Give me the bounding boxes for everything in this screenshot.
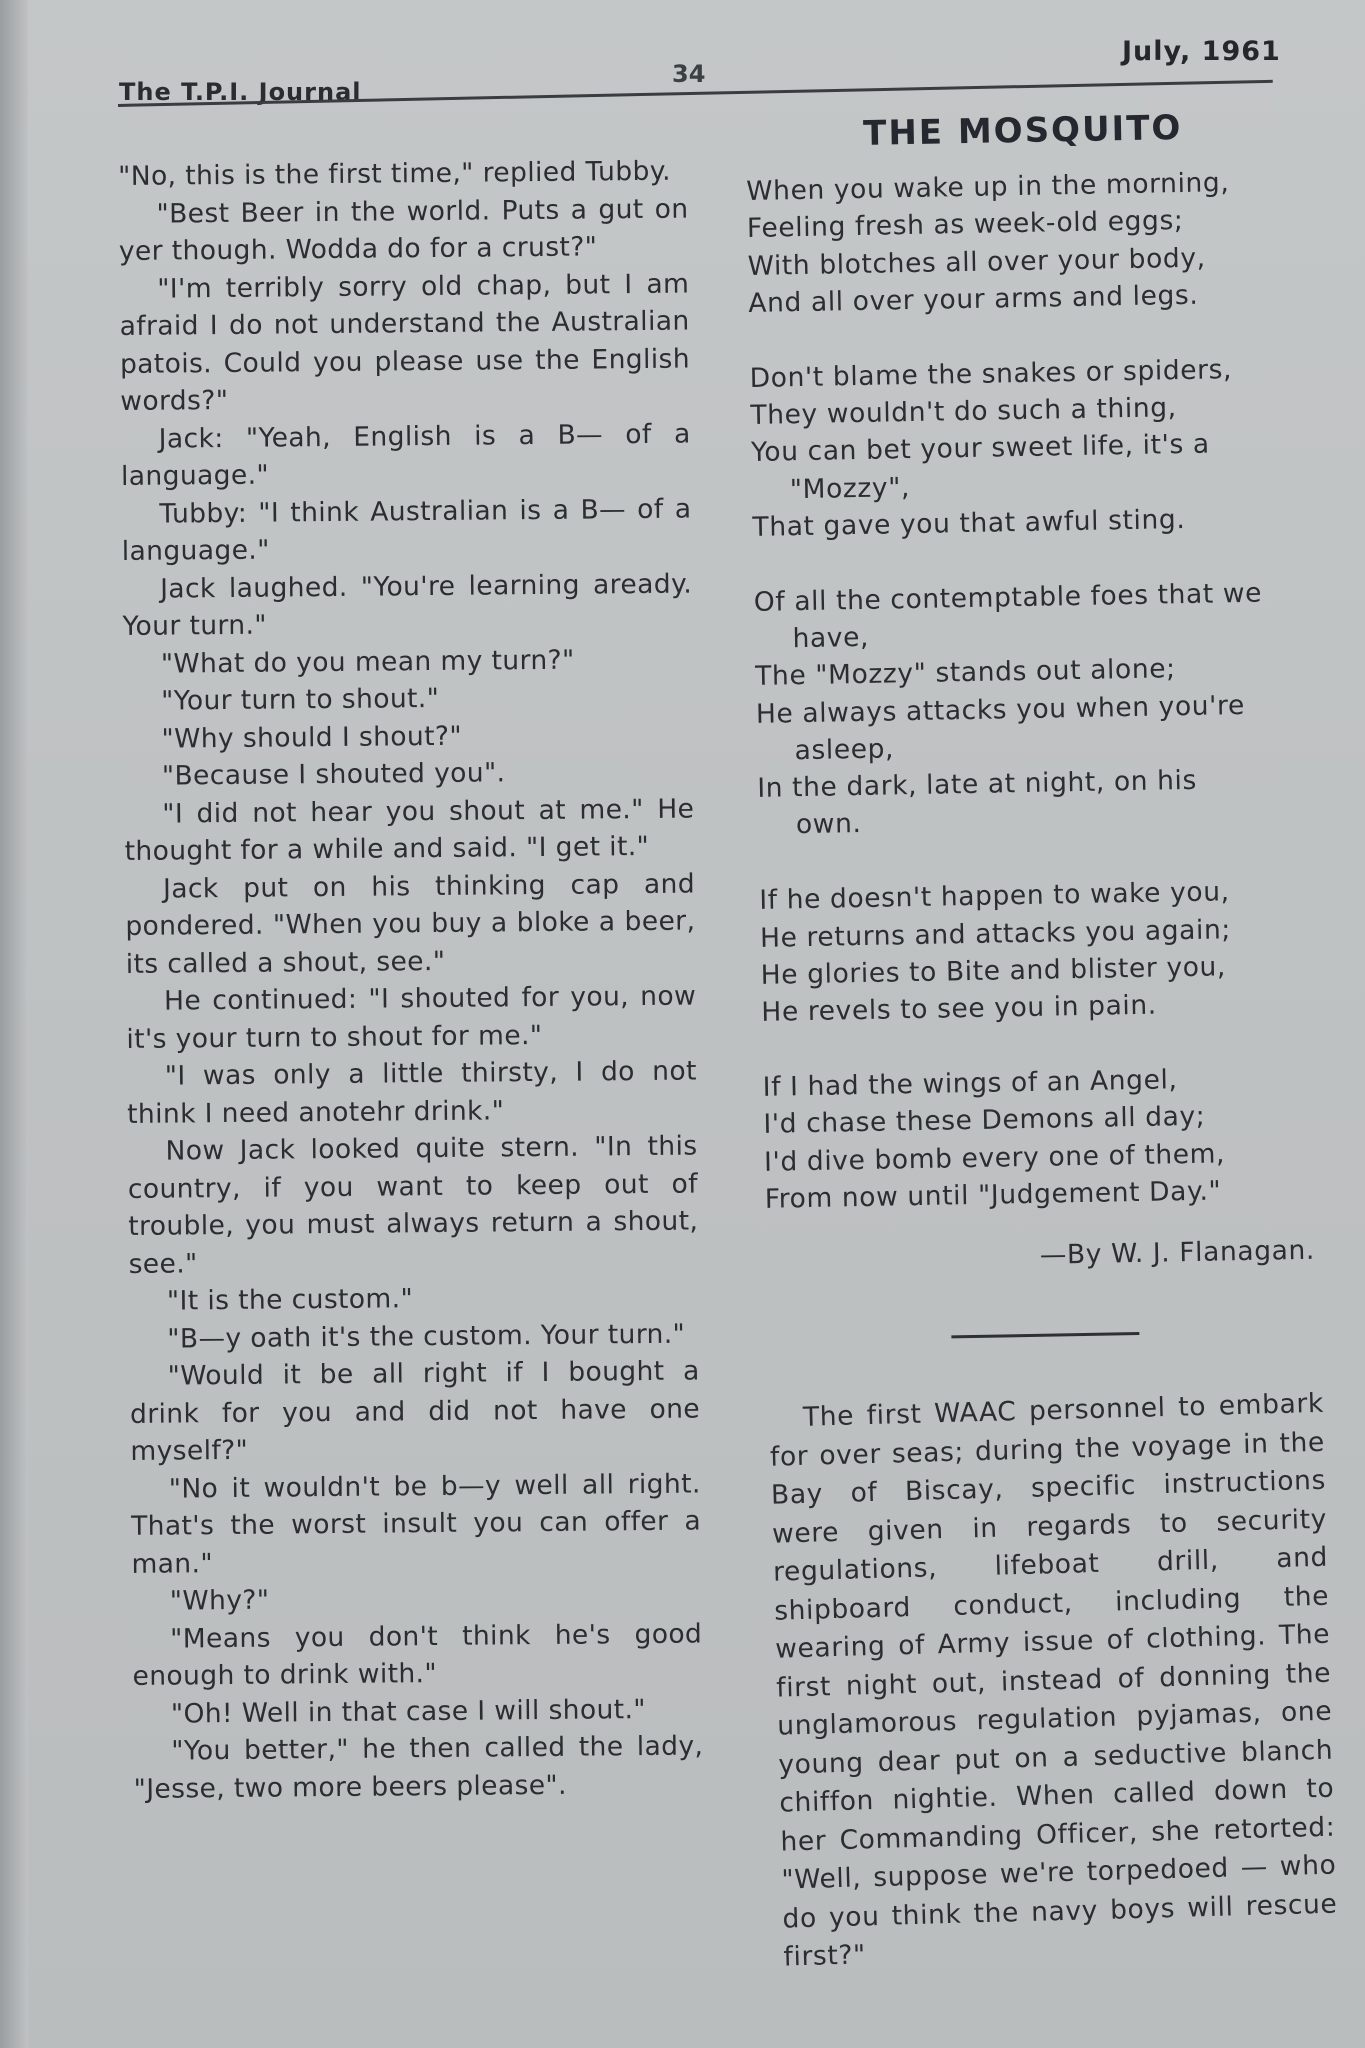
story-paragraph: "I was only a little thirsty, I do not think I need anotehr drink."	[127, 1055, 697, 1130]
poem-line: I'd dive bomb every one of them,	[763, 1138, 1226, 1178]
story-paragraph: Tubby: "I think Australian is a B— of a language."	[121, 493, 692, 567]
poem-line: The "Mozzy" stands out alone;	[754, 653, 1176, 693]
section-divider	[951, 1332, 1139, 1338]
poem-line: That gave you that awful sting.	[752, 503, 1186, 543]
story-paragraph: "Because I shouted you".	[161, 757, 506, 792]
page-number: 34	[672, 60, 706, 88]
poem-stanza-3	[754, 574, 1314, 845]
poem-line: have,	[792, 622, 870, 655]
poem-line: I'd chase these Demons all day;	[763, 1101, 1206, 1141]
story-paragraph: "No, this is the first time," replied Tubby.	[118, 155, 672, 192]
story-paragraph: "Best Beer in the world. Puts a gut on yer though. Wodda do for a crust?"	[118, 193, 689, 267]
poem-byline: —By W. J. Flanagan.	[1039, 1234, 1316, 1271]
story-paragraph: "Why should I shout?"	[161, 720, 463, 755]
story-paragraph: "Oh! Well in that case I will shout."	[170, 1693, 647, 1730]
poem-line: Feeling fresh as week-old eggs;	[746, 205, 1184, 245]
poem-stanza-2	[749, 350, 1307, 546]
story-paragraph: "No it wouldn't be b—y well all right. That's the worst insult you can offer a man."	[130, 1467, 702, 1580]
poem-stanza-1	[746, 163, 1304, 322]
poem-line: If I had the wings of an Angel,	[762, 1064, 1178, 1104]
poem-line: From now until "Judgement Day."	[764, 1175, 1222, 1215]
story-paragraph: "I'm terribly sorry old chap, but I am afraid I do not understand the Australian patois. Could you please use the English words?"	[119, 268, 691, 417]
page-gutter-shadow	[0, 0, 28, 2048]
poem-line: And all over your arms and legs.	[748, 279, 1199, 319]
poem-line: He returns and attacks you again;	[759, 913, 1232, 954]
story-paragraph: "I did not hear you shout at me." He thought for a while and said. "I get it."	[124, 792, 695, 867]
story-paragraph: He continued: "I shouted for you, now it's your turn to shout for me."	[126, 980, 697, 1055]
poem-line: If he doesn't happen to wake you,	[759, 876, 1230, 917]
poem-line: Don't blame the snakes or spiders,	[749, 354, 1233, 394]
story-column	[118, 153, 704, 1808]
story-paragraph: "Means you don't think he's good enough to drink with."	[132, 1617, 703, 1692]
poem-line: In the dark, late at night, on his	[757, 764, 1198, 804]
poem-line: He revels to see you in pain.	[761, 989, 1158, 1028]
poem-line: They wouldn't do such a thing,	[750, 392, 1177, 432]
poem-line: Of all the contemptable foes that we	[753, 577, 1263, 618]
story-paragraph: "It is the custom."	[166, 1283, 414, 1317]
poem-stanza-5	[762, 1059, 1320, 1218]
poem-line: When you wake up in the morning,	[746, 167, 1230, 208]
poem-column	[745, 107, 1338, 1978]
poem-line: He always attacks you when you're	[755, 689, 1246, 730]
poem-line: With blotches all over your body,	[747, 242, 1206, 282]
story-paragraph: "What do you mean my turn?"	[160, 644, 575, 680]
story-paragraph: "You better," he then called the lady, "Jesse, two more beers please".	[133, 1730, 704, 1805]
story-paragraph: Jack put on his thinking cap and pondered. "When you buy a bloke a beer, its called a shout, see."	[125, 867, 696, 980]
anecdote-block	[768, 1385, 1338, 1977]
story-paragraph: "Why?"	[169, 1584, 270, 1617]
anecdote-text: The first WAAC personnel to embark for over seas; during the voyage in the Bay of Biscay, specific instructions were given in regards to security regulations, lifeboat drill, and shipboard conduct, including the wearing of Army issue of clothing. The first night out, instead of donning the unglamorous regulation pyjamas, one young dear put on a seductive blanch chiffon nightie. When called down to her Commanding Officer, she retorted: "Well, suppose we're torpedoed — who do you think the navy boys will rescue first?"	[769, 1388, 1338, 1973]
story-paragraph: Now Jack looked quite stern. "In this country, if you want to keep out of trouble, you must always return a shout, see."	[127, 1130, 699, 1280]
issue-date: July, 1961	[1122, 36, 1281, 67]
poem-stanza-4	[759, 872, 1317, 1031]
poem-line: asleep,	[794, 733, 895, 767]
story-paragraph: Jack: "Yeah, English is a B— of a language."	[120, 418, 691, 492]
story-paragraph: "B—y oath it's the custom. Your turn."	[167, 1318, 686, 1355]
poem-line: "Mozzy",	[789, 471, 911, 505]
poem-line: He glories to Bite and blister you,	[760, 951, 1227, 991]
poem-title: THE MOSQUITO	[862, 107, 1183, 154]
poem-line: own.	[795, 808, 862, 841]
story-paragraph: "Would it be all right if I bought a drink for you and did not have one myself?"	[129, 1355, 701, 1467]
story-paragraph: Jack laughed. "You're learning aready. Your turn."	[122, 568, 693, 642]
poem-line: You can bet your sweet life, it's a	[750, 428, 1211, 469]
journal-title: The T.P.I. Journal	[119, 78, 362, 106]
story-paragraph: "Your turn to shout."	[161, 682, 440, 717]
